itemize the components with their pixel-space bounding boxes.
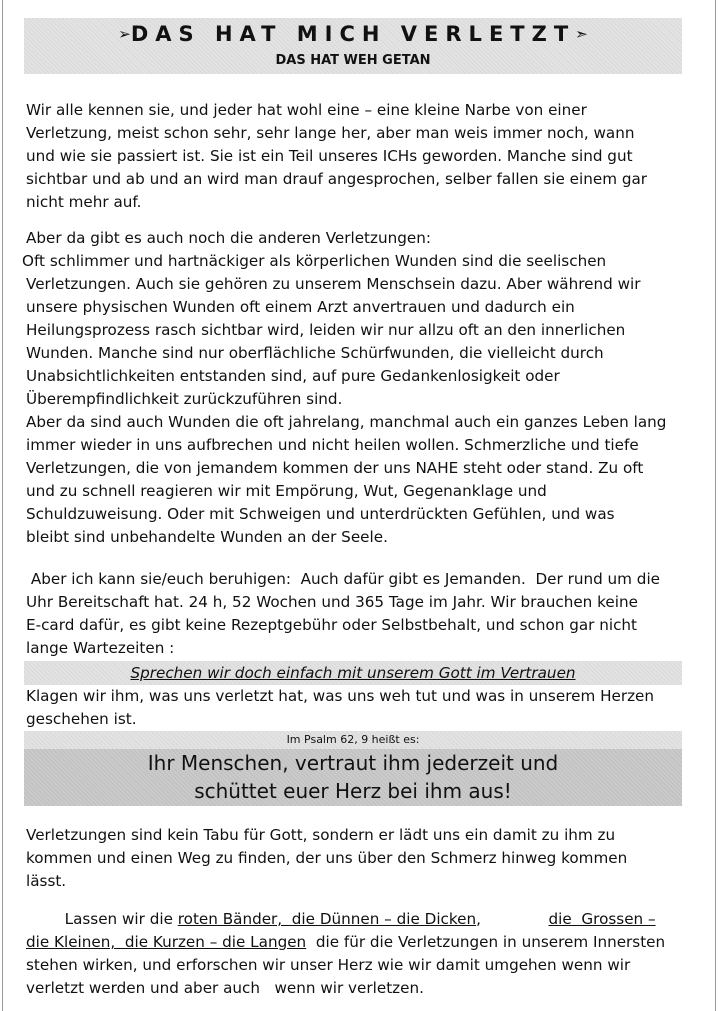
text-line: Unabsichtlichkeiten entstanden sind, auf pure Gedankenlosigkeit oder [26, 367, 560, 385]
text-line: Verletzung, meist schon sehr, sehr lange her, aber man weis immer noch, wann [26, 124, 635, 142]
underlined-text: die Grossen – [548, 910, 656, 928]
text-line: Wunden. Manche sind nur oberflächliche Schürfwunden, die vielleicht durch [26, 344, 604, 362]
text-fragment: Lassen wir die [26, 910, 178, 928]
text-line: und wie sie passiert ist. Sie ist ein Teil unseres ICHs geworden. Manche sind gut [26, 147, 633, 165]
highlight-text: Sprechen wir doch einfach mit unserem Gott im Vertrauen [130, 664, 576, 682]
text-line: und zu schnell reagieren wir mit Empörung, Wut, Gegenanklage und [26, 482, 547, 500]
psalm-reference-bar [24, 731, 682, 749]
text-line: Aber ich kann sie/euch beruhigen: Auch dafür gibt es Jemanden. Der rund um die [26, 570, 661, 588]
psalm-reference: Im Psalm 62, 9 heißt es: [286, 733, 420, 746]
text-line: stehen wirken, und erforschen wir unser Herz wie wir damit umgehen wenn wir [26, 956, 631, 974]
text-line: Schuldzuweisung. Oder mit Schweigen und unterdrückten Gefühlen, und was [26, 505, 615, 523]
header-box [24, 18, 682, 74]
psalm-quote-box [24, 749, 682, 806]
paragraph-ribbons [26, 908, 686, 1000]
page-border-right [715, 0, 716, 1011]
paragraph-no-taboo [26, 824, 686, 893]
paragraph-wounds [22, 227, 686, 549]
text-line: Wir alle kennen sie, und jeder hat wohl eine – eine kleine Narbe von einer [26, 101, 587, 119]
text-line: kommen und einen Weg zu finden, der uns über den Schmerz hinweg kommen [26, 849, 628, 867]
highlight-bar [24, 661, 682, 685]
paragraph-intro [26, 99, 686, 214]
paragraph-lament [26, 685, 686, 731]
page-subtitle: DAS HAT WEH GETAN [275, 53, 431, 68]
text-line: Aber da sind auch Wunden die oft jahrelang, manchmal auch ein ganzes Leben lang [26, 413, 667, 431]
text-line: Oft schlimmer und hartnäckiger als körperlichen Wunden sind die seelischen [22, 252, 607, 270]
text-line: verletzt werden und aber auch wenn wir verletzen. [26, 979, 424, 997]
text-line: Verletzungen. Auch sie gehören zu unserem Menschsein dazu. Aber während wir [26, 275, 641, 293]
text-line: bleibt sind unbehandelte Wunden an der Seele. [26, 528, 388, 546]
underlined-text: die Kleinen, die Kurzen – die Langen [26, 933, 307, 951]
text-line: lässt. [26, 872, 67, 890]
text-line: E-card dafür, es gibt keine Rezeptgebühr oder Selbstbehalt, und schon gar nicht [26, 616, 638, 634]
text-line: Aber da gibt es auch noch die anderen Verletzungen: [26, 229, 431, 247]
text-fragment: die für die Verletzungen in unserem Innersten [306, 933, 666, 951]
page-border-left [2, 0, 3, 1011]
text-line: nicht mehr auf. [26, 193, 142, 211]
paragraph-comfort [26, 568, 686, 660]
text-fragment: , [476, 910, 549, 928]
text-line: geschehen ist. [26, 710, 137, 728]
page-title [24, 22, 682, 46]
text-line: Verletzungen sind kein Tabu für Gott, sondern er lädt uns ein damit zu ihm zu [26, 826, 616, 844]
text-line: immer wieder in uns aufbrechen und nicht heilen wollen. Schmerzliche und tiefe [26, 436, 639, 454]
text-line: sichtbar und ab und an wird man drauf angesprochen, selber fallen sie einem gar [26, 170, 648, 188]
text-line: unsere physischen Wunden oft einem Arzt anvertrauen und dadurch ein [26, 298, 575, 316]
underlined-text: roten Bänder, die Dünnen – die Dicken [177, 910, 477, 928]
text-line [26, 931, 686, 954]
psalm-quote-line: schüttet euer Herz bei ihm aus! [194, 779, 512, 803]
text-line: Uhr Bereitschaft hat. 24 h, 52 Wochen und 365 Tage im Jahr. Wir brauchen keine [26, 593, 638, 611]
text-line: Klagen wir ihm, was uns verletzt hat, was uns weh tut und was in unserem Herzen [26, 687, 655, 705]
text-line: lange Wartezeiten : [26, 639, 175, 657]
arrow-right-icon: ➢ [118, 25, 131, 43]
arrow-left-icon: ➣ [575, 25, 588, 43]
text-line [26, 908, 686, 931]
text-line: Heilungsprozess rasch sichtbar wird, leiden wir nur allzu oft an den innerlichen [26, 321, 626, 339]
text-line: Verletzungen, die von jemandem kommen der uns NAHE steht oder stand. Zu oft [26, 459, 644, 477]
psalm-quote-line: Ihr Menschen, vertraut ihm jederzeit und [147, 751, 559, 775]
text-line: Überempfindlichkeit zurückzuführen sind. [26, 390, 343, 408]
title-text: DAS HAT MICH VERLETZT [130, 22, 576, 46]
